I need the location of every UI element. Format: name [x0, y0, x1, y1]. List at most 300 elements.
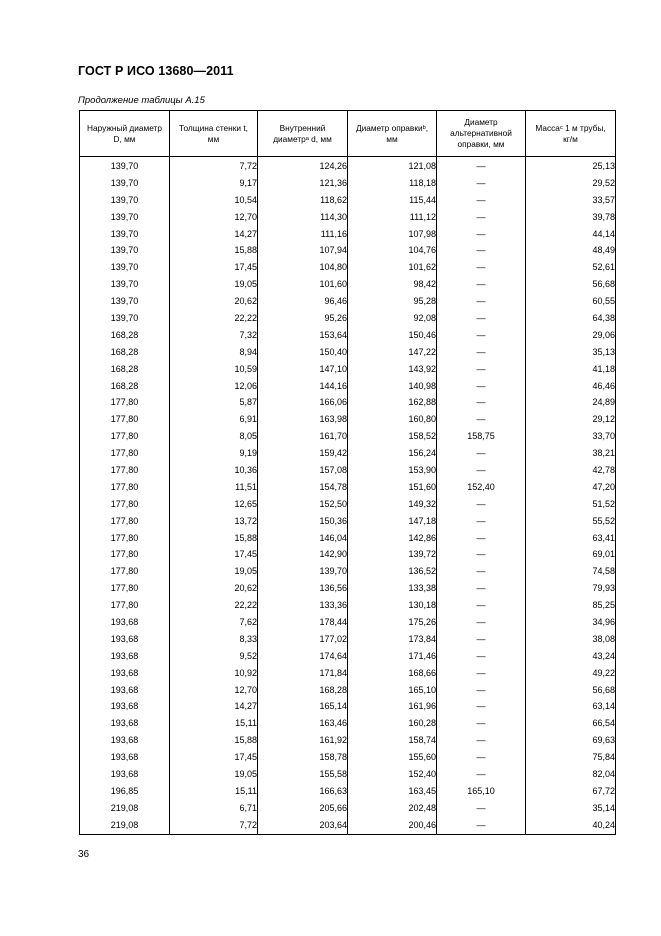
header-line: Внутренний — [279, 122, 326, 133]
mass-cell: 51,52 — [526, 496, 616, 513]
inner-diameter-cell: 111,16 — [258, 226, 348, 243]
inner-diameter-cell: 166,63 — [258, 783, 348, 800]
inner-diameter-cell: 171,84 — [258, 665, 348, 682]
alt-mandrel-diameter-cell: — — [437, 496, 526, 513]
wall-thickness-cell: 12,06 — [170, 378, 258, 395]
outer-diameter-cell: 139,70 — [80, 276, 170, 293]
outer-diameter-cell: 193,68 — [80, 732, 170, 749]
table-row — [80, 682, 616, 699]
table-row — [80, 563, 616, 580]
wall-thickness-cell: 10,36 — [170, 462, 258, 479]
outer-diameter-cell: 177,80 — [80, 530, 170, 547]
alt-mandrel-diameter-cell: — — [437, 800, 526, 817]
mandrel-diameter-cell: 118,18 — [348, 175, 437, 192]
inner-diameter-cell: 165,14 — [258, 699, 348, 716]
outer-diameter-cell: 177,80 — [80, 513, 170, 530]
inner-diameter-cell: 155,58 — [258, 766, 348, 783]
table-row — [80, 175, 616, 192]
mass-cell: 82,04 — [526, 766, 616, 783]
inner-diameter-cell: 147,10 — [258, 361, 348, 378]
inner-diameter-cell: 178,44 — [258, 614, 348, 631]
inner-diameter-cell: 157,08 — [258, 462, 348, 479]
header-line: мм — [386, 133, 398, 144]
alt-mandrel-diameter-cell: 158,75 — [437, 428, 526, 445]
wall-thickness-cell: 13,72 — [170, 513, 258, 530]
table-row — [80, 597, 616, 614]
table-row — [80, 276, 616, 293]
outer-diameter-cell: 219,08 — [80, 817, 170, 834]
outer-diameter-cell: 193,68 — [80, 749, 170, 766]
mass-cell: 29,06 — [526, 327, 616, 344]
mass-cell: 55,52 — [526, 513, 616, 530]
wall-thickness-cell: 19,05 — [170, 766, 258, 783]
header-line: альтернативной — [450, 128, 512, 138]
mass-cell: 52,61 — [526, 259, 616, 276]
inner-diameter-cell: 168,28 — [258, 682, 348, 699]
page-number: 36 — [78, 849, 90, 860]
table-row — [80, 192, 616, 209]
table-row — [80, 665, 616, 682]
table-row — [80, 800, 616, 817]
outer-diameter-cell: 139,70 — [80, 310, 170, 327]
outer-diameter-cell: 139,70 — [80, 175, 170, 192]
inner-diameter-cell: 161,70 — [258, 428, 348, 445]
wall-thickness-cell: 14,27 — [170, 226, 258, 243]
table-row — [80, 344, 616, 361]
alt-mandrel-diameter-cell: — — [437, 293, 526, 310]
wall-thickness-cell: 10,59 — [170, 361, 258, 378]
table-row — [80, 293, 616, 310]
outer-diameter-cell: 193,68 — [80, 648, 170, 665]
alt-mandrel-diameter-cell: — — [437, 327, 526, 344]
mass-cell: 44,14 — [526, 226, 616, 243]
mandrel-diameter-cell: 165,10 — [348, 682, 437, 699]
mass-cell: 38,08 — [526, 631, 616, 648]
table-row — [80, 631, 616, 648]
table-row — [80, 749, 616, 766]
table-body — [80, 157, 616, 835]
mandrel-diameter-cell: 136,52 — [348, 563, 437, 580]
table-row — [80, 361, 616, 378]
wall-thickness-cell: 17,45 — [170, 749, 258, 766]
table-row — [80, 411, 616, 428]
mass-cell: 56,68 — [526, 682, 616, 699]
table-row — [80, 580, 616, 597]
inner-diameter-cell: 159,42 — [258, 445, 348, 462]
table-row — [80, 699, 616, 716]
table-row — [80, 242, 616, 259]
wall-thickness-cell: 22,22 — [170, 310, 258, 327]
inner-diameter-cell: 107,94 — [258, 242, 348, 259]
document-title: ГОСТ Р ИСО 13680—2011 — [78, 64, 234, 78]
mass-cell: 56,68 — [526, 276, 616, 293]
mandrel-diameter-cell: 95,28 — [348, 293, 437, 310]
outer-diameter-cell: 177,80 — [80, 479, 170, 496]
header-line: Массаᶜ 1 м трубы, — [535, 122, 606, 133]
mass-cell: 35,14 — [526, 800, 616, 817]
mandrel-diameter-cell: 121,08 — [348, 157, 437, 175]
mass-cell: 41,18 — [526, 361, 616, 378]
wall-thickness-cell: 15,88 — [170, 530, 258, 547]
wall-thickness-cell: 17,45 — [170, 546, 258, 563]
table-row — [80, 259, 616, 276]
mandrel-diameter-cell: 158,52 — [348, 428, 437, 445]
alt-mandrel-diameter-cell: — — [437, 344, 526, 361]
alt-mandrel-diameter-cell: — — [437, 715, 526, 732]
inner-diameter-cell: 177,02 — [258, 631, 348, 648]
table-row — [80, 479, 616, 496]
header-line: мм — [207, 133, 220, 144]
inner-diameter-cell: 144,16 — [258, 378, 348, 395]
mandrel-diameter-cell: 147,22 — [348, 344, 437, 361]
alt-mandrel-diameter-cell: — — [437, 682, 526, 699]
wall-thickness-cell: 12,70 — [170, 209, 258, 226]
wall-thickness-cell: 12,65 — [170, 496, 258, 513]
pipe-dimensions-table — [79, 110, 616, 835]
wall-thickness-cell: 7,72 — [170, 817, 258, 834]
header-line: D, мм — [113, 133, 136, 144]
mandrel-diameter-cell: 104,76 — [348, 242, 437, 259]
outer-diameter-cell: 177,80 — [80, 546, 170, 563]
table-row — [80, 783, 616, 800]
wall-thickness-cell: 9,52 — [170, 648, 258, 665]
wall-thickness-cell: 12,70 — [170, 682, 258, 699]
outer-diameter-cell: 139,70 — [80, 192, 170, 209]
outer-diameter-cell: 177,80 — [80, 462, 170, 479]
wall-thickness-cell: 20,62 — [170, 293, 258, 310]
outer-diameter-cell: 193,68 — [80, 715, 170, 732]
mandrel-diameter-cell: 152,40 — [348, 766, 437, 783]
table-row — [80, 226, 616, 243]
inner-diameter-cell: 158,78 — [258, 749, 348, 766]
header-line: Диаметр — [464, 117, 498, 127]
table-row — [80, 648, 616, 665]
wall-thickness-cell: 9,19 — [170, 445, 258, 462]
header-line: Наружный диаметр — [87, 122, 162, 133]
alt-mandrel-diameter-cell: — — [437, 226, 526, 243]
inner-diameter-cell: 146,04 — [258, 530, 348, 547]
table-row — [80, 378, 616, 395]
header-line: диаметрᵃ d, мм — [273, 133, 332, 144]
alt-mandrel-diameter-cell: — — [437, 513, 526, 530]
mandrel-diameter-cell: 161,96 — [348, 699, 437, 716]
mandrel-diameter-cell: 162,88 — [348, 394, 437, 411]
alt-mandrel-diameter-cell: — — [437, 411, 526, 428]
wall-thickness-cell: 5,87 — [170, 394, 258, 411]
mandrel-diameter-cell: 202,48 — [348, 800, 437, 817]
outer-diameter-cell: 177,80 — [80, 597, 170, 614]
alt-mandrel-diameter-cell: — — [437, 563, 526, 580]
inner-diameter-cell: 174,64 — [258, 648, 348, 665]
outer-diameter-cell: 193,68 — [80, 665, 170, 682]
outer-diameter-cell: 177,80 — [80, 563, 170, 580]
alt-mandrel-diameter-cell: — — [437, 732, 526, 749]
mass-cell: 67,72 — [526, 783, 616, 800]
mandrel-diameter-cell: 143,92 — [348, 361, 437, 378]
mandrel-diameter-cell: 101,62 — [348, 259, 437, 276]
wall-thickness-cell: 6,91 — [170, 411, 258, 428]
alt-mandrel-diameter-cell: — — [437, 699, 526, 716]
mandrel-diameter-cell: 200,46 — [348, 817, 437, 834]
mass-cell: 46,46 — [526, 378, 616, 395]
outer-diameter-cell: 177,80 — [80, 394, 170, 411]
mandrel-diameter-cell: 163,45 — [348, 783, 437, 800]
mass-cell: 34,96 — [526, 614, 616, 631]
alt-mandrel-diameter-cell: — — [437, 648, 526, 665]
inner-diameter-cell: 118,62 — [258, 192, 348, 209]
alt-mandrel-diameter-cell: — — [437, 276, 526, 293]
mandrel-diameter-cell: 107,98 — [348, 226, 437, 243]
mass-cell: 49,22 — [526, 665, 616, 682]
wall-thickness-cell: 10,92 — [170, 665, 258, 682]
mass-header — [526, 111, 616, 157]
table-row — [80, 614, 616, 631]
inner-diameter-cell: 121,36 — [258, 175, 348, 192]
outer-diameter-cell: 139,70 — [80, 242, 170, 259]
mass-cell: 74,58 — [526, 563, 616, 580]
alt-mandrel-diameter-cell: — — [437, 157, 526, 175]
inner-diameter-cell: 205,66 — [258, 800, 348, 817]
alt-mandrel-diameter-cell: — — [437, 192, 526, 209]
outer-diameter-cell: 193,68 — [80, 631, 170, 648]
header-line: Диаметр оправкиᵇ, — [355, 122, 429, 133]
outer-diameter-cell: 139,70 — [80, 226, 170, 243]
mandrel-diameter-cell: 153,90 — [348, 462, 437, 479]
table-row — [80, 310, 616, 327]
mass-cell: 47,20 — [526, 479, 616, 496]
mass-cell: 38,21 — [526, 445, 616, 462]
inner-diameter-cell: 163,98 — [258, 411, 348, 428]
mandrel-diameter-cell: 168,66 — [348, 665, 437, 682]
wall-thickness-cell: 9,17 — [170, 175, 258, 192]
inner-diameter-cell: 153,64 — [258, 327, 348, 344]
mandrel-diameter-cell: 151,60 — [348, 479, 437, 496]
wall-thickness-cell: 14,27 — [170, 699, 258, 716]
table-header-row — [80, 111, 616, 157]
wall-thickness-cell: 6,71 — [170, 800, 258, 817]
mandrel-diameter-cell: 147,18 — [348, 513, 437, 530]
mass-cell: 60,55 — [526, 293, 616, 310]
outer-diameter-cell: 139,70 — [80, 209, 170, 226]
alt-mandrel-diameter-cell: — — [437, 462, 526, 479]
mass-cell: 69,01 — [526, 546, 616, 563]
mass-cell: 69,63 — [526, 732, 616, 749]
wall-thickness-cell: 15,88 — [170, 242, 258, 259]
table-row — [80, 428, 616, 445]
inner-diameter-cell: 166,06 — [258, 394, 348, 411]
inner-diameter-cell: 161,92 — [258, 732, 348, 749]
inner-diameter-cell: 95,26 — [258, 310, 348, 327]
wall-thickness-cell: 17,45 — [170, 259, 258, 276]
alt-mandrel-diameter-cell: — — [437, 310, 526, 327]
outer-diameter-cell: 177,80 — [80, 496, 170, 513]
table-row — [80, 445, 616, 462]
alt-mandrel-diameter-cell: — — [437, 394, 526, 411]
wall-thickness-cell: 8,05 — [170, 428, 258, 445]
alt-mandrel-diameter-cell: 152,40 — [437, 479, 526, 496]
inner-diameter-cell: 114,30 — [258, 209, 348, 226]
mass-cell: 40,24 — [526, 817, 616, 834]
mandrel-diameter-cell: 150,46 — [348, 327, 437, 344]
mass-cell: 48,49 — [526, 242, 616, 259]
alt-mandrel-diameter-cell: — — [437, 209, 526, 226]
alt-mandrel-diameter-cell: — — [437, 259, 526, 276]
mass-cell: 75,84 — [526, 749, 616, 766]
outer-diameter-cell: 139,70 — [80, 157, 170, 175]
alt-mandrel-diameter-cell: 165,10 — [437, 783, 526, 800]
outer-diameter-cell: 196,85 — [80, 783, 170, 800]
outer-diameter-cell: 177,80 — [80, 580, 170, 597]
header-line: кг/м — [563, 133, 578, 144]
mandrel-diameter-cell: 175,26 — [348, 614, 437, 631]
header-line: оправки, мм — [457, 139, 505, 149]
mass-cell: 43,24 — [526, 648, 616, 665]
mandrel-diameter-cell: 133,38 — [348, 580, 437, 597]
alt-mandrel-diameter-cell: — — [437, 766, 526, 783]
mandrel-diameter-cell: 115,44 — [348, 192, 437, 209]
table-row — [80, 209, 616, 226]
alt-mandrel-diameter-cell: — — [437, 665, 526, 682]
mass-cell: 42,78 — [526, 462, 616, 479]
alt-mandrel-diameter-cell: — — [437, 242, 526, 259]
wall-thickness-cell: 7,62 — [170, 614, 258, 631]
alt-mandrel-diameter-header — [437, 111, 526, 157]
table-row — [80, 766, 616, 783]
outer-diameter-cell: 193,68 — [80, 699, 170, 716]
wall-thickness-header — [170, 111, 258, 157]
table-row — [80, 496, 616, 513]
wall-thickness-cell: 15,11 — [170, 783, 258, 800]
alt-mandrel-diameter-cell: — — [437, 445, 526, 462]
outer-diameter-cell: 168,28 — [80, 378, 170, 395]
inner-diameter-cell: 203,64 — [258, 817, 348, 834]
mass-cell: 85,25 — [526, 597, 616, 614]
mass-cell: 33,57 — [526, 192, 616, 209]
table-row — [80, 732, 616, 749]
mass-cell: 29,52 — [526, 175, 616, 192]
outer-diameter-cell: 177,80 — [80, 445, 170, 462]
mass-cell: 25,13 — [526, 157, 616, 175]
outer-diameter-cell: 139,70 — [80, 259, 170, 276]
table-row — [80, 530, 616, 547]
mandrel-diameter-cell: 149,32 — [348, 496, 437, 513]
mass-cell: 39,78 — [526, 209, 616, 226]
outer-diameter-cell: 168,28 — [80, 344, 170, 361]
inner-diameter-cell: 136,56 — [258, 580, 348, 597]
inner-diameter-cell: 124,26 — [258, 157, 348, 175]
mandrel-diameter-cell: 92,08 — [348, 310, 437, 327]
mandrel-diameter-cell: 139,72 — [348, 546, 437, 563]
inner-diameter-cell: 154,78 — [258, 479, 348, 496]
table-row — [80, 817, 616, 834]
outer-diameter-cell: 168,28 — [80, 361, 170, 378]
alt-mandrel-diameter-cell: — — [437, 631, 526, 648]
mandrel-diameter-cell: 160,28 — [348, 715, 437, 732]
mass-cell: 79,93 — [526, 580, 616, 597]
wall-thickness-cell: 15,11 — [170, 715, 258, 732]
table-row — [80, 157, 616, 175]
inner-diameter-header — [258, 111, 348, 157]
table-row — [80, 462, 616, 479]
outer-diameter-cell: 219,08 — [80, 800, 170, 817]
mandrel-diameter-header — [348, 111, 437, 157]
mandrel-diameter-cell: 171,46 — [348, 648, 437, 665]
wall-thickness-cell: 19,05 — [170, 276, 258, 293]
mass-cell: 63,41 — [526, 530, 616, 547]
outer-diameter-cell: 193,68 — [80, 682, 170, 699]
mandrel-diameter-cell: 173,84 — [348, 631, 437, 648]
outer-diameter-cell: 177,80 — [80, 428, 170, 445]
outer-diameter-cell: 193,68 — [80, 614, 170, 631]
table-row — [80, 715, 616, 732]
mandrel-diameter-cell: 140,98 — [348, 378, 437, 395]
alt-mandrel-diameter-cell: — — [437, 378, 526, 395]
table-row — [80, 394, 616, 411]
wall-thickness-cell: 20,62 — [170, 580, 258, 597]
mandrel-diameter-cell: 111,12 — [348, 209, 437, 226]
inner-diameter-cell: 163,46 — [258, 715, 348, 732]
outer-diameter-cell: 139,70 — [80, 293, 170, 310]
inner-diameter-cell: 101,60 — [258, 276, 348, 293]
mandrel-diameter-cell: 155,60 — [348, 749, 437, 766]
inner-diameter-cell: 133,36 — [258, 597, 348, 614]
alt-mandrel-diameter-cell: — — [437, 817, 526, 834]
alt-mandrel-diameter-cell: — — [437, 580, 526, 597]
outer-diameter-header — [80, 111, 170, 157]
outer-diameter-cell: 177,80 — [80, 411, 170, 428]
wall-thickness-cell: 8,94 — [170, 344, 258, 361]
mandrel-diameter-cell: 142,86 — [348, 530, 437, 547]
mass-cell: 64,38 — [526, 310, 616, 327]
wall-thickness-cell: 7,32 — [170, 327, 258, 344]
alt-mandrel-diameter-cell: — — [437, 749, 526, 766]
mandrel-diameter-cell: 156,24 — [348, 445, 437, 462]
mandrel-diameter-cell: 160,80 — [348, 411, 437, 428]
wall-thickness-cell: 10,54 — [170, 192, 258, 209]
table-caption: Продолжение таблицы А.15 — [78, 95, 205, 106]
mass-cell: 24,89 — [526, 394, 616, 411]
mass-cell: 66,54 — [526, 715, 616, 732]
wall-thickness-cell: 22,22 — [170, 597, 258, 614]
wall-thickness-cell: 11,51 — [170, 479, 258, 496]
inner-diameter-cell: 139,70 — [258, 563, 348, 580]
table-row — [80, 513, 616, 530]
alt-mandrel-diameter-cell: — — [437, 614, 526, 631]
outer-diameter-cell: 193,68 — [80, 766, 170, 783]
inner-diameter-cell: 150,40 — [258, 344, 348, 361]
header-line: Толщина стенки t, — [179, 122, 248, 133]
mass-cell: 33,70 — [526, 428, 616, 445]
mandrel-diameter-cell: 130,18 — [348, 597, 437, 614]
alt-mandrel-diameter-cell: — — [437, 175, 526, 192]
outer-diameter-cell: 168,28 — [80, 327, 170, 344]
table-row — [80, 546, 616, 563]
wall-thickness-cell: 8,33 — [170, 631, 258, 648]
inner-diameter-cell: 142,90 — [258, 546, 348, 563]
inner-diameter-cell: 152,50 — [258, 496, 348, 513]
inner-diameter-cell: 150,36 — [258, 513, 348, 530]
inner-diameter-cell: 96,46 — [258, 293, 348, 310]
alt-mandrel-diameter-cell: — — [437, 361, 526, 378]
wall-thickness-cell: 19,05 — [170, 563, 258, 580]
table-row — [80, 327, 616, 344]
alt-mandrel-diameter-cell: — — [437, 597, 526, 614]
alt-mandrel-diameter-cell: — — [437, 546, 526, 563]
mass-cell: 35,13 — [526, 344, 616, 361]
wall-thickness-cell: 15,88 — [170, 732, 258, 749]
inner-diameter-cell: 104,80 — [258, 259, 348, 276]
mass-cell: 29,12 — [526, 411, 616, 428]
